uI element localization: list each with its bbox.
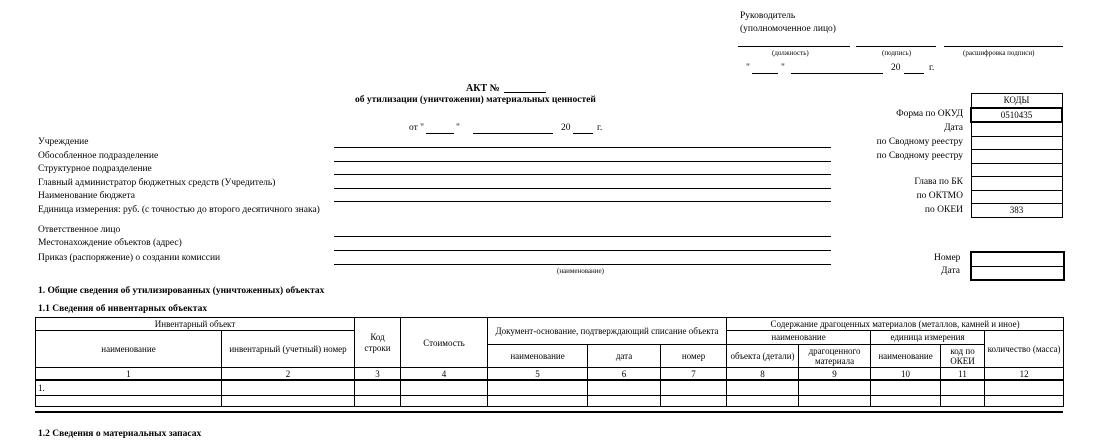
approval-day-line[interactable] bbox=[752, 73, 778, 74]
table-cell[interactable] bbox=[941, 396, 985, 407]
th-name: наименование bbox=[36, 331, 222, 368]
col-num: 9 bbox=[799, 368, 871, 381]
budget-name-line[interactable] bbox=[334, 201, 831, 202]
institution-line[interactable] bbox=[334, 147, 831, 148]
col-num: 11 bbox=[941, 368, 985, 381]
th-unit: единица измерения bbox=[871, 331, 985, 344]
table-cell[interactable] bbox=[985, 380, 1064, 396]
col-num: 1 bbox=[36, 368, 222, 381]
th-naming: наименование bbox=[727, 331, 871, 344]
table-cell[interactable] bbox=[727, 380, 799, 396]
code-label-registry-2: по Сводному реестру bbox=[876, 151, 963, 161]
col-num: 10 bbox=[871, 368, 941, 381]
act-quote-close: " bbox=[456, 123, 460, 133]
order-line[interactable] bbox=[334, 264, 831, 265]
okei-cell: 383 bbox=[971, 204, 1062, 218]
order-date-cell[interactable] bbox=[972, 267, 1063, 279]
table-cell[interactable] bbox=[871, 380, 941, 396]
table-cell[interactable] bbox=[799, 396, 871, 407]
table-cell[interactable] bbox=[355, 380, 401, 396]
col-num: 4 bbox=[401, 368, 488, 381]
col-num: 3 bbox=[355, 368, 401, 381]
table-cell[interactable] bbox=[985, 396, 1064, 407]
signature-line[interactable] bbox=[856, 46, 936, 47]
approval-month-line[interactable] bbox=[791, 73, 883, 74]
th-unit-name: наименование bbox=[871, 344, 941, 368]
code-label-glava: Глава по БК bbox=[914, 177, 963, 187]
oktmo-cell[interactable] bbox=[971, 190, 1062, 204]
row-1-name[interactable]: 1. bbox=[36, 380, 222, 396]
approval-quote-close: " bbox=[781, 63, 785, 73]
approval-year-prefix: 20 bbox=[891, 63, 901, 73]
table-cell[interactable] bbox=[488, 380, 588, 396]
th-row-code: Код строки bbox=[355, 318, 401, 368]
glava-cell[interactable] bbox=[971, 177, 1062, 191]
approval-quote-open: " bbox=[746, 63, 750, 73]
col-num: 8 bbox=[727, 368, 799, 381]
label-budget-name: Наименование бюджета bbox=[38, 191, 135, 201]
table-cell[interactable] bbox=[355, 396, 401, 407]
label-chief-administrator: Главный администратор бюджетных средств (Учредитель) bbox=[38, 178, 276, 188]
registry-cell-1[interactable] bbox=[971, 136, 1062, 150]
table-cell[interactable] bbox=[401, 380, 488, 396]
name-caption: (наименование) bbox=[557, 267, 604, 275]
th-quantity: количество (масса) bbox=[985, 331, 1064, 368]
th-object-detail: объекта (детали) bbox=[727, 344, 799, 368]
approval-year-suffix: г. bbox=[929, 63, 935, 73]
th-cost: Стоимость bbox=[401, 318, 488, 368]
label-unit-of-measure: Единица измерения: руб. (с точностью до второго десятичного знака) bbox=[38, 205, 320, 215]
signature-caption: (подпись) bbox=[882, 49, 912, 57]
label-structural-unit: Структурное подразделение bbox=[38, 164, 152, 174]
th-doc-number: номер bbox=[661, 344, 727, 368]
table-cell[interactable] bbox=[871, 396, 941, 407]
table-cell[interactable] bbox=[36, 396, 222, 407]
label-responsible: Ответственное лицо bbox=[38, 225, 121, 235]
section-1-1-title: 1.1 Сведения об инвентарных объектах bbox=[38, 304, 208, 314]
table-cell[interactable] bbox=[222, 396, 355, 407]
inventory-table bbox=[35, 317, 1064, 407]
table-cell[interactable] bbox=[588, 396, 661, 407]
table-cell[interactable] bbox=[799, 380, 871, 396]
order-box bbox=[970, 251, 1065, 281]
act-year-suffix: г. bbox=[597, 123, 603, 133]
table-row bbox=[36, 380, 1064, 396]
approval-year-line[interactable] bbox=[904, 73, 924, 74]
code-label-okei: по ОКЕИ bbox=[924, 205, 963, 215]
table-row bbox=[36, 396, 1064, 407]
approval-head-sub: (уполномоченное лицо) bbox=[740, 24, 836, 34]
label-location: Местонахождение объектов (адрес) bbox=[38, 238, 182, 248]
col-num: 6 bbox=[588, 368, 661, 381]
responsible-line[interactable] bbox=[334, 236, 831, 237]
col-num: 7 bbox=[661, 368, 727, 381]
order-date-label: Дата bbox=[941, 266, 960, 276]
decode-line[interactable] bbox=[944, 46, 1063, 47]
act-number-line[interactable] bbox=[504, 92, 546, 93]
date-cell[interactable] bbox=[971, 122, 1062, 136]
label-separate-unit: Обособленное подразделение bbox=[38, 151, 159, 161]
act-title: АКТ № bbox=[466, 83, 500, 94]
table-cell[interactable] bbox=[222, 380, 355, 396]
table-cell[interactable] bbox=[661, 396, 727, 407]
th-precious-material: драгоценного материала bbox=[799, 344, 871, 368]
chief-administrator-line[interactable] bbox=[334, 188, 831, 189]
th-inv-number: инвентарный (учетный) номер bbox=[222, 331, 355, 368]
approval-head: Руководитель bbox=[740, 11, 796, 21]
act-year-line[interactable] bbox=[573, 133, 593, 134]
table-cell[interactable] bbox=[727, 396, 799, 407]
section-1-title: 1. Общие сведения об утилизированных (уничтоженных) объектах bbox=[38, 286, 325, 296]
act-from-label: от " bbox=[409, 123, 425, 133]
table-cell[interactable] bbox=[661, 380, 727, 396]
th-doc-name: наименование bbox=[488, 344, 588, 368]
col-num: 12 bbox=[985, 368, 1064, 381]
table-cell[interactable] bbox=[588, 380, 661, 396]
order-number-label: Номер bbox=[934, 253, 961, 263]
codes-header: КОДЫ bbox=[971, 94, 1062, 108]
decode-caption: (расшифровка подписи) bbox=[963, 49, 1035, 57]
act-day-line[interactable] bbox=[426, 133, 454, 134]
column-numbers-row bbox=[36, 368, 1064, 381]
act-year-prefix: 20 bbox=[561, 123, 571, 133]
okud-cell: 0510435 bbox=[971, 108, 1062, 123]
location-line[interactable] bbox=[334, 250, 831, 251]
th-okei-code: код по ОКЕИ bbox=[941, 344, 985, 368]
th-inv-object: Инвентарный объект bbox=[36, 318, 355, 331]
separate-unit-line[interactable] bbox=[334, 161, 831, 162]
th-doc-date: дата bbox=[588, 344, 661, 368]
code-label-oktmo: по ОКТМО bbox=[916, 191, 963, 201]
act-subtitle: об утилизации (уничтожении) материальных ценностей bbox=[355, 95, 596, 105]
order-number-cell[interactable] bbox=[972, 253, 1063, 267]
code-label-registry-1: по Сводному реестру bbox=[876, 137, 963, 147]
label-institution: Учреждение bbox=[38, 137, 89, 147]
col-num: 5 bbox=[488, 368, 588, 381]
col-num: 2 bbox=[222, 368, 355, 381]
table-cell[interactable] bbox=[488, 396, 588, 407]
th-precious: Содержание драгоценных материалов (металлов, камней и иное) bbox=[727, 318, 1064, 331]
table-cell[interactable] bbox=[941, 380, 985, 396]
structural-unit-line[interactable] bbox=[334, 174, 831, 175]
position-line[interactable] bbox=[738, 46, 850, 47]
table-bottom-border bbox=[35, 411, 1063, 413]
th-doc-basis: Документ-основание, подтверждающий списание объекта bbox=[488, 318, 727, 345]
registry-cell-2[interactable] bbox=[971, 150, 1062, 164]
code-label-date: Дата bbox=[944, 123, 963, 133]
section-1-2-title: 1.2 Сведения о материальных запасах bbox=[38, 429, 202, 439]
codes-table bbox=[970, 93, 1063, 218]
table-cell[interactable] bbox=[401, 396, 488, 407]
act-month-line[interactable] bbox=[473, 133, 553, 134]
code-label-okud: Форма по ОКУД bbox=[896, 109, 963, 119]
label-order: Приказ (распоряжение) о создании комиссии bbox=[38, 253, 221, 263]
position-caption: (должность) bbox=[772, 49, 809, 57]
blank-cell[interactable] bbox=[971, 163, 1062, 177]
